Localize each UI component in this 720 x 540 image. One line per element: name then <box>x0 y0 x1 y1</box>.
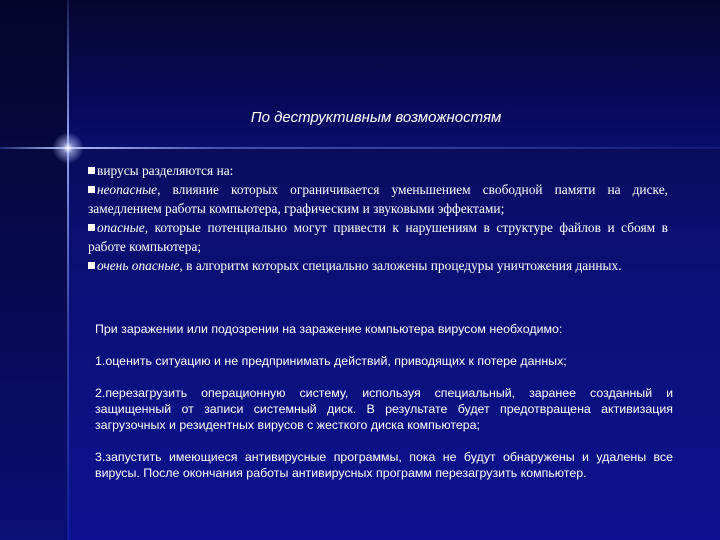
term-very-dangerous: очень опасные <box>97 258 180 273</box>
virus-classification <box>88 161 668 275</box>
star-flare-icon <box>52 132 84 164</box>
square-bullet-icon <box>88 186 95 193</box>
classification-item: очень опасные, в алгоритм которых специально заложены процедуры уничтожения данных. <box>88 256 668 275</box>
infection-advice <box>95 321 673 481</box>
square-bullet-icon <box>88 224 95 231</box>
square-bullet-icon <box>88 262 95 269</box>
vertical-flare-line <box>67 0 69 540</box>
left-decor-panel <box>0 0 68 540</box>
classification-item: вирусы разделяются на: <box>88 161 668 180</box>
term-harmless: неопасные <box>97 182 158 197</box>
advice-step: 1.оценить ситуацию и не предпринимать действий, приводящих к потере данных; <box>95 354 567 368</box>
advice-intro: При заражении или подозрении на заражение компьютера вирусом необходимо: <box>95 322 563 336</box>
slide-title: По деструктивным возможностям <box>250 109 502 126</box>
horizontal-flare-line <box>0 147 720 149</box>
advice-step: 2.перезагрузить операционную систему, используя специальный, заранее созданный и защищенный от записи системный диск. В результате будет предотвращена активизация загрузочных и резидентных вирусов с жесткого диска компьютера; <box>95 386 673 432</box>
square-bullet-icon <box>88 167 95 174</box>
advice-step: 3.запустить имеющиеся антивирусные программы, пока не будут обнаружены и удалены все вирусы. После окончания работы антивирусных программ перезагрузить компьютер. <box>95 450 673 480</box>
classification-item: неопасные, влияние которых ограничивается уменьшением свободной памяти на диске, замедлением работы компьютера, графическим и звуковыми эффектами; <box>88 182 668 216</box>
classification-item: опасные, которые потенциально могут привести к нарушениям в структуре файлов и сбоям в работе компьютера; <box>88 220 668 254</box>
term-dangerous: опасные <box>97 220 145 235</box>
